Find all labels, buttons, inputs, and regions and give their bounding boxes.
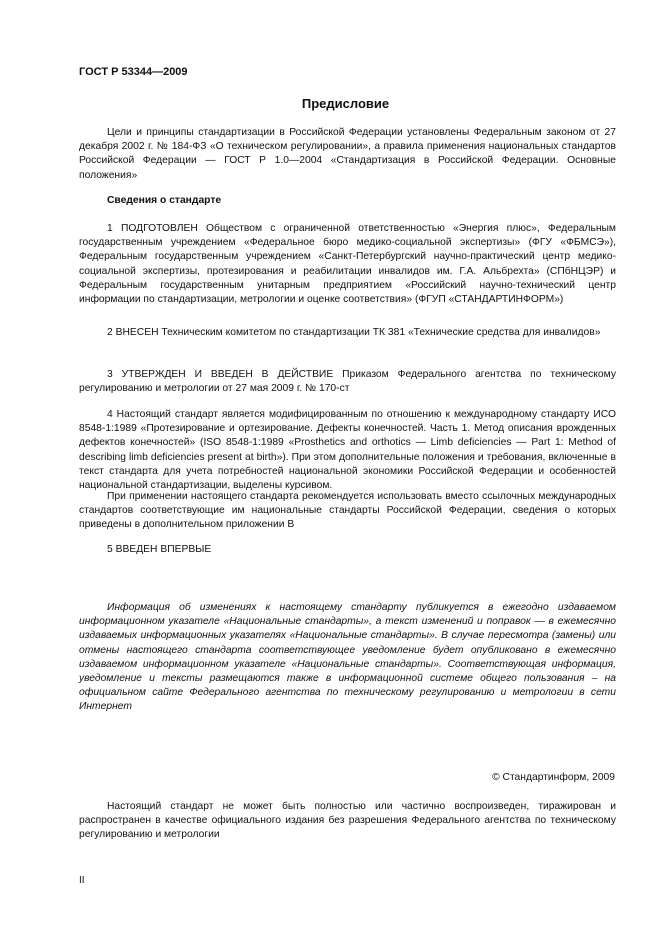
intro-paragraph: Цели и принципы стандартизации в Российской Федерации установлены Федеральным законом от 27 декабря 2002 г. № 184-ФЗ «О техническом регулировании», а правила применения национальных стандартов Российской Федерации — ГОСТ Р 1.0—2004 «Стандартизация в Российской Федерации. Основные положения» (79, 127, 616, 181)
copyright-line: © Стандартинформ, 2009 (492, 772, 615, 783)
item-4-paragraph: 4 Настоящий стандарт является модифицированным по отношению к международному стандарту ИСО 8548-1:1989 «Протезирование и ортезирование. Дефекты конечностей. Часть 1. Метод описания врожденных дефектов конечностей» (ISO 8548-1:1989 «Prosthetics and orthotics — Limb deficiencies — Part 1: Method of describing limb deficiencies present at birth»). При этом дополнительные положения и требования, включенные в текст стандарта для учета потребностей национальной экономики Российской Федерации и особенностей национальной стандартизации, выделены курсивом. (79, 409, 616, 492)
changes-notice-paragraph: Информация об изменениях к настоящему стандарту публикуется в ежегодно издаваемом информационном указателе «Национальные стандарты», а текст изменений и поправок — в ежемесячно издаваемых информационных указателях «Национальные стандарты». В случае пересмотра (замены) или отмены настоящего стандарта соответствующее уведомление будет опубликовано в ежемесячно издаваемом информационном указателе «Национальные стандарты». Соответствующая информация, уведомление и тексты размещаются также в информационной системе общего пользования – на официальном сайте Федерального агентства по техническому регулированию и метрологии в сети Интернет (79, 602, 616, 713)
item-2-paragraph: 2 ВНЕСЕН Техническим комитетом по стандартизации ТК 381 «Технические средства для инвалидов» (107, 327, 601, 338)
standard-id-header: ГОСТ Р 53344—2009 (79, 66, 188, 78)
page-number: II (79, 875, 85, 886)
section-subheading: Сведения о стандарте (107, 195, 222, 206)
item-5-paragraph: 5 ВВЕДЕН ВПЕРВЫЕ (107, 544, 212, 555)
item-3-paragraph: 3 УТВЕРЖДЕН И ВВЕДЕН В ДЕЙСТВИЕ Приказом Федерального агентства по техническому регулированию и метрологии от 27 мая 2009 г. № 170-ст (79, 369, 616, 395)
reproduction-notice-paragraph: Настоящий стандарт не может быть полностью или частично воспроизведен, тиражирован и распространен в качестве официального издания без разрешения Федерального агентства по техническому регулированию и метрологии (79, 801, 616, 841)
page-title: Предисловие (301, 96, 390, 111)
item-4-note-paragraph: При применении настоящего стандарта рекомендуется использовать вместо ссылочных международных стандартов соответствующие им национальные стандарты Российской Федерации, сведения о которых приведены в дополнительном приложении В (79, 491, 616, 531)
item-1-paragraph: 1 ПОДГОТОВЛЕН Обществом с ограниченной ответственностью «Энергия плюс», Федеральным государственным учреждением «Федеральное бюро медико-социальной экспертизы» (ФГУ «ФБМСЭ»), Федеральным государственным учреждением «Санкт-Петербургский научно-практический центр медико-социальной экспертизы, протезирования и реабилитации инвалидов им. Г.А. Альбрехта» (СПбНЦЭР) и Федеральным государственным унитарным предприятием «Российский научно-технический центр информации по стандартизации, метрологии и оценке соответствия» (ФГУП «СТАНДАРТИНФОРМ») (79, 223, 616, 306)
